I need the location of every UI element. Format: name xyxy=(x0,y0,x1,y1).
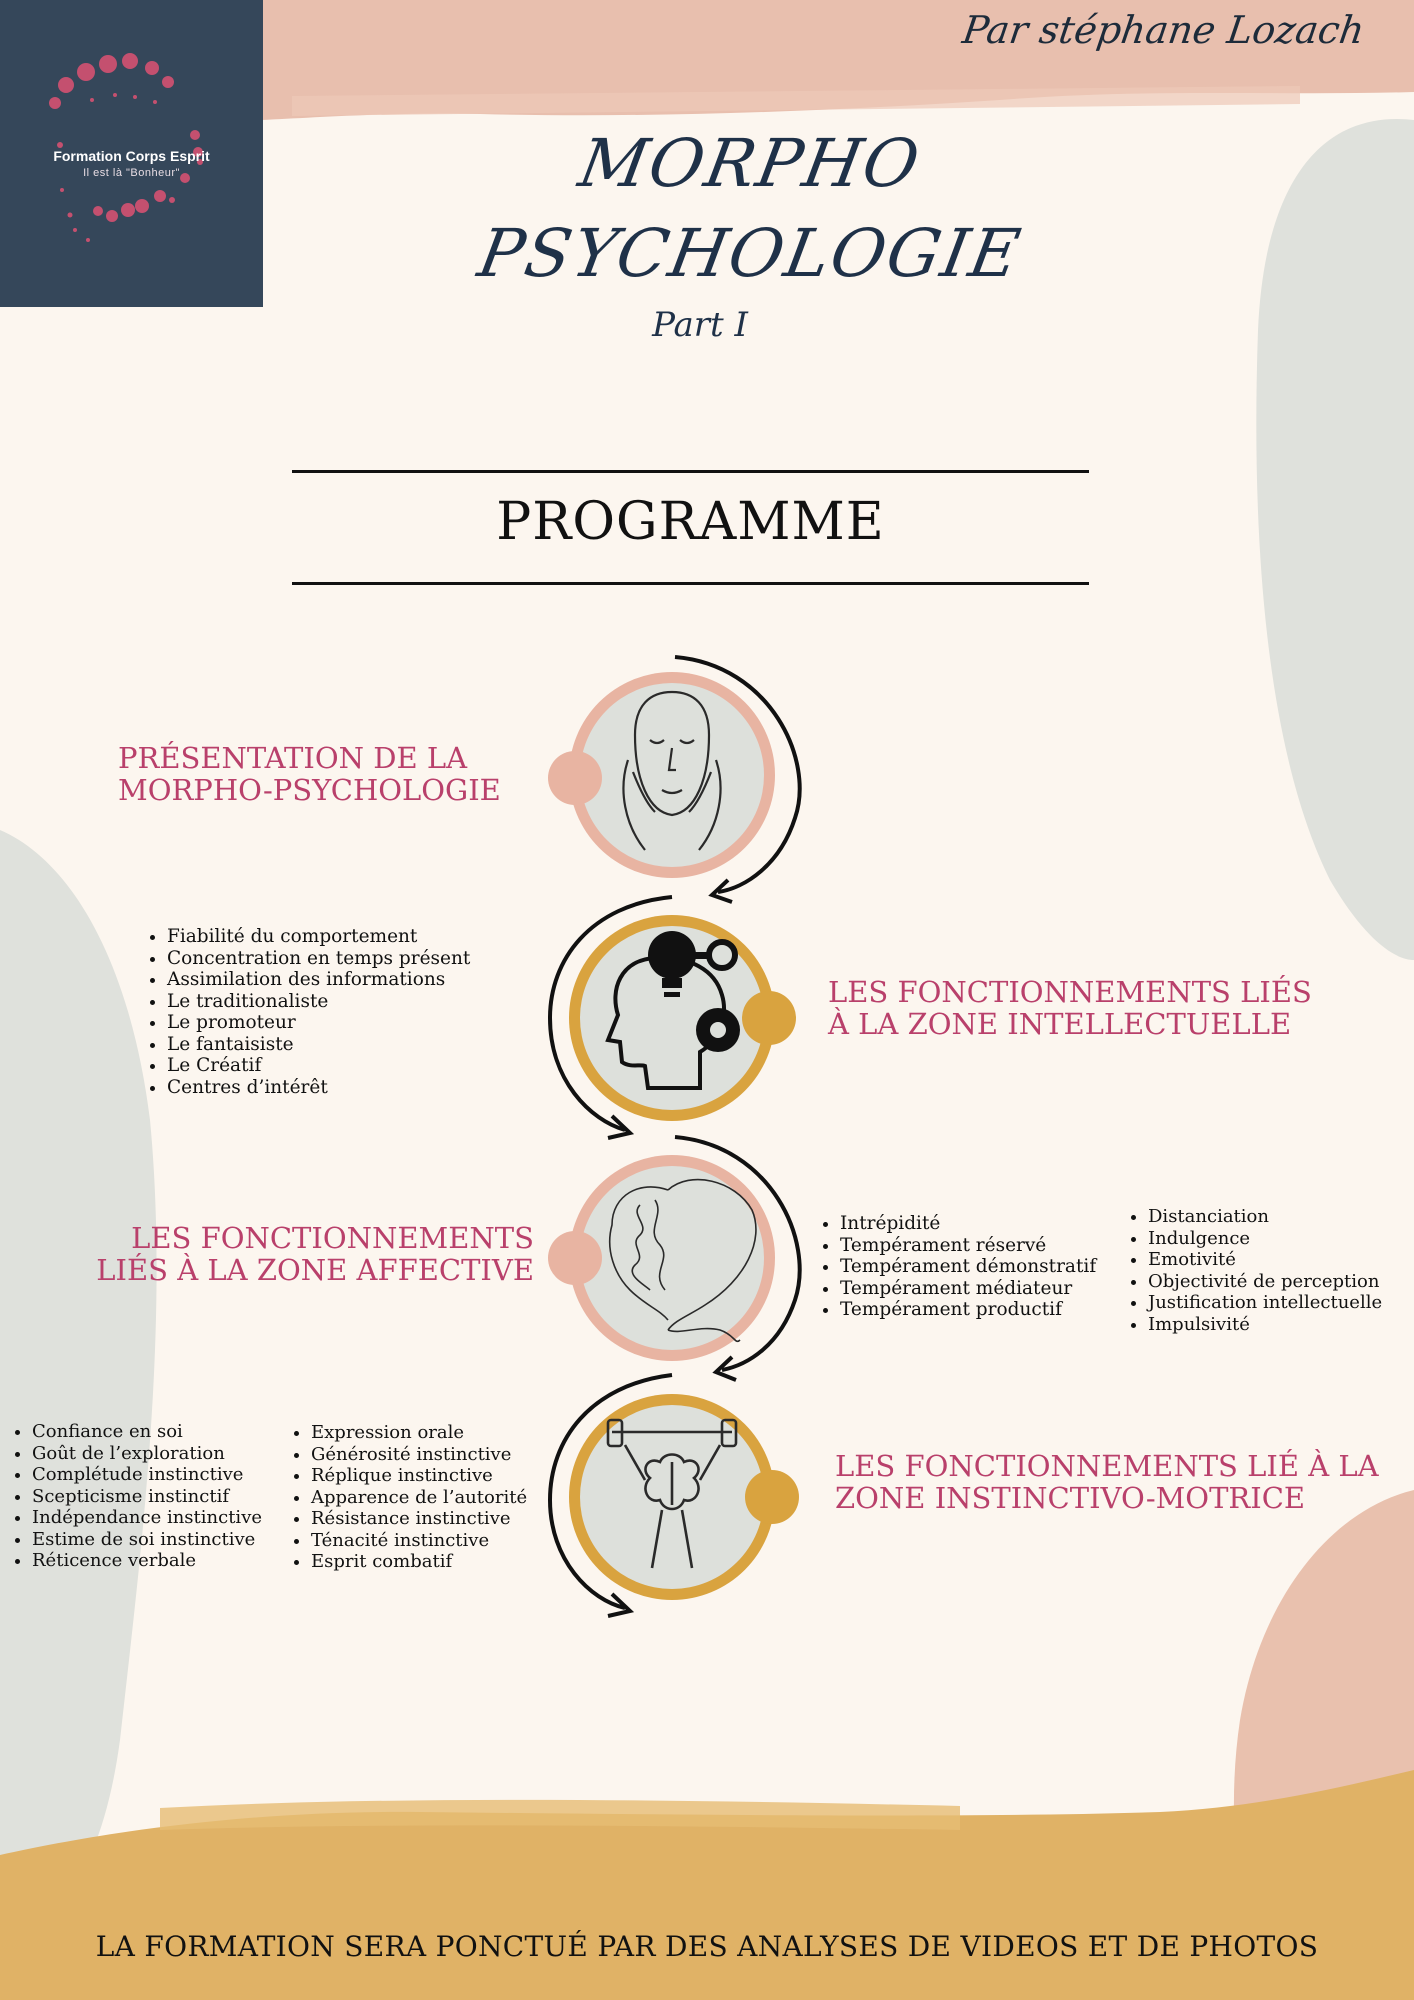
logo-name: Formation Corps Esprit xyxy=(53,148,210,164)
list-item: • Réticence verbale xyxy=(32,1550,262,1572)
list-item: • Indépendance instinctive xyxy=(32,1507,262,1529)
title-line-1: MORPHO xyxy=(573,125,927,202)
section-4-title xyxy=(835,1450,1379,1514)
list-item: • Le fantaisiste xyxy=(167,1034,470,1056)
section-1-title-line-2: MORPHO-PSYCHOLOGIE xyxy=(118,773,501,807)
list-item: • Expression orale xyxy=(311,1422,527,1444)
section-4-title-line-2: ZONE INSTINCTIVO-MOTRICE xyxy=(835,1481,1306,1515)
list-item: • Apparence de l’autorité xyxy=(311,1487,527,1509)
section-3-title xyxy=(96,1222,534,1286)
section-2-title-line-2: À LA ZONE INTELLECTUELLE xyxy=(828,1007,1292,1041)
section-3-list-b xyxy=(1126,1206,1382,1335)
title-part: Part I xyxy=(652,305,748,345)
footer-note: LA FORMATION SERA PONCTUÉ PAR DES ANALYSES DE VIDEOS ET DE PHOTOS xyxy=(95,1930,1319,1963)
list-item: • Tempérament réservé xyxy=(840,1235,1096,1257)
section-1-title xyxy=(118,742,501,806)
divider-top xyxy=(292,470,1089,473)
list-item: • Goût de l’exploration xyxy=(32,1443,262,1465)
list-item: • Centres d’intérêt xyxy=(167,1077,470,1099)
list-item: • Emotivité xyxy=(1148,1249,1382,1271)
section-3-list-a xyxy=(818,1213,1096,1321)
section-1-title-line-1: PRÉSENTATION DE LA xyxy=(118,741,468,775)
list-item: • Indulgence xyxy=(1148,1228,1382,1250)
section-4-list-a xyxy=(10,1421,262,1572)
section-3-title-line-2: LIÉS À LA ZONE AFFECTIVE xyxy=(96,1253,534,1287)
section-4-list-b xyxy=(289,1422,527,1573)
list-item: • Scepticisme instinctif xyxy=(32,1486,262,1508)
list-item: • Tempérament médiateur xyxy=(840,1278,1096,1300)
list-item: • Générosité instinctive xyxy=(311,1444,527,1466)
face-icon-knob xyxy=(548,751,602,805)
list-item: • Esprit combatif xyxy=(311,1551,527,1573)
list-item: • Complétude instinctive xyxy=(32,1464,262,1486)
list-item: • Le Créatif xyxy=(167,1055,470,1077)
list-item: • Tempérament démonstratif xyxy=(840,1256,1096,1278)
list-item: • Impulsivité xyxy=(1148,1314,1382,1336)
brain-heart-icon-knob xyxy=(548,1231,602,1285)
list-item: • Distanciation xyxy=(1148,1206,1382,1228)
title-line-2: PSYCHOLOGIE xyxy=(472,215,1028,292)
list-item: • Justification intellectuelle xyxy=(1148,1292,1382,1314)
list-item: • Ténacité instinctive xyxy=(311,1530,527,1552)
logo xyxy=(0,0,263,307)
list-item: • Résistance instinctive xyxy=(311,1508,527,1530)
logo-tagline: Il est là "Bonheur" xyxy=(83,167,180,179)
sage-blob-left xyxy=(0,830,157,1950)
author: Par stéphane Lozach xyxy=(959,8,1368,52)
section-2-title-line-1: LES FONCTIONNEMENTS LIÉS xyxy=(828,975,1312,1009)
sage-blob-right xyxy=(1256,119,1414,960)
list-item: • Le promoteur xyxy=(167,1012,470,1034)
list-item: • Le traditionaliste xyxy=(167,991,470,1013)
brain-lifting-icon-knob xyxy=(745,1470,799,1524)
list-item: • Confiance en soi xyxy=(32,1421,262,1443)
list-item: • Assimilation des informations xyxy=(167,969,470,991)
list-item: • Estime de soi instinctive xyxy=(32,1529,262,1551)
list-item: • Fiabilité du comportement xyxy=(167,926,470,948)
section-3-title-line-1: LES FONCTIONNEMENTS xyxy=(131,1221,534,1255)
list-item: • Intrépidité xyxy=(840,1213,1096,1235)
list-item: • Concentration en temps présent xyxy=(167,948,470,970)
section-2-list xyxy=(145,926,470,1098)
programme-heading: PROGRAMME xyxy=(496,492,885,552)
list-item: • Tempérament productif xyxy=(840,1299,1096,1321)
list-item: • Réplique instinctive xyxy=(311,1465,527,1487)
list-item: • Objectivité de perception xyxy=(1148,1271,1382,1293)
icon-column xyxy=(548,657,800,1616)
section-2-title xyxy=(828,976,1312,1040)
divider-bottom xyxy=(292,582,1089,585)
section-4-title-line-1: LES FONCTIONNEMENTS LIÉ À LA xyxy=(835,1449,1379,1483)
brain-gear-icon-knob xyxy=(742,991,796,1045)
